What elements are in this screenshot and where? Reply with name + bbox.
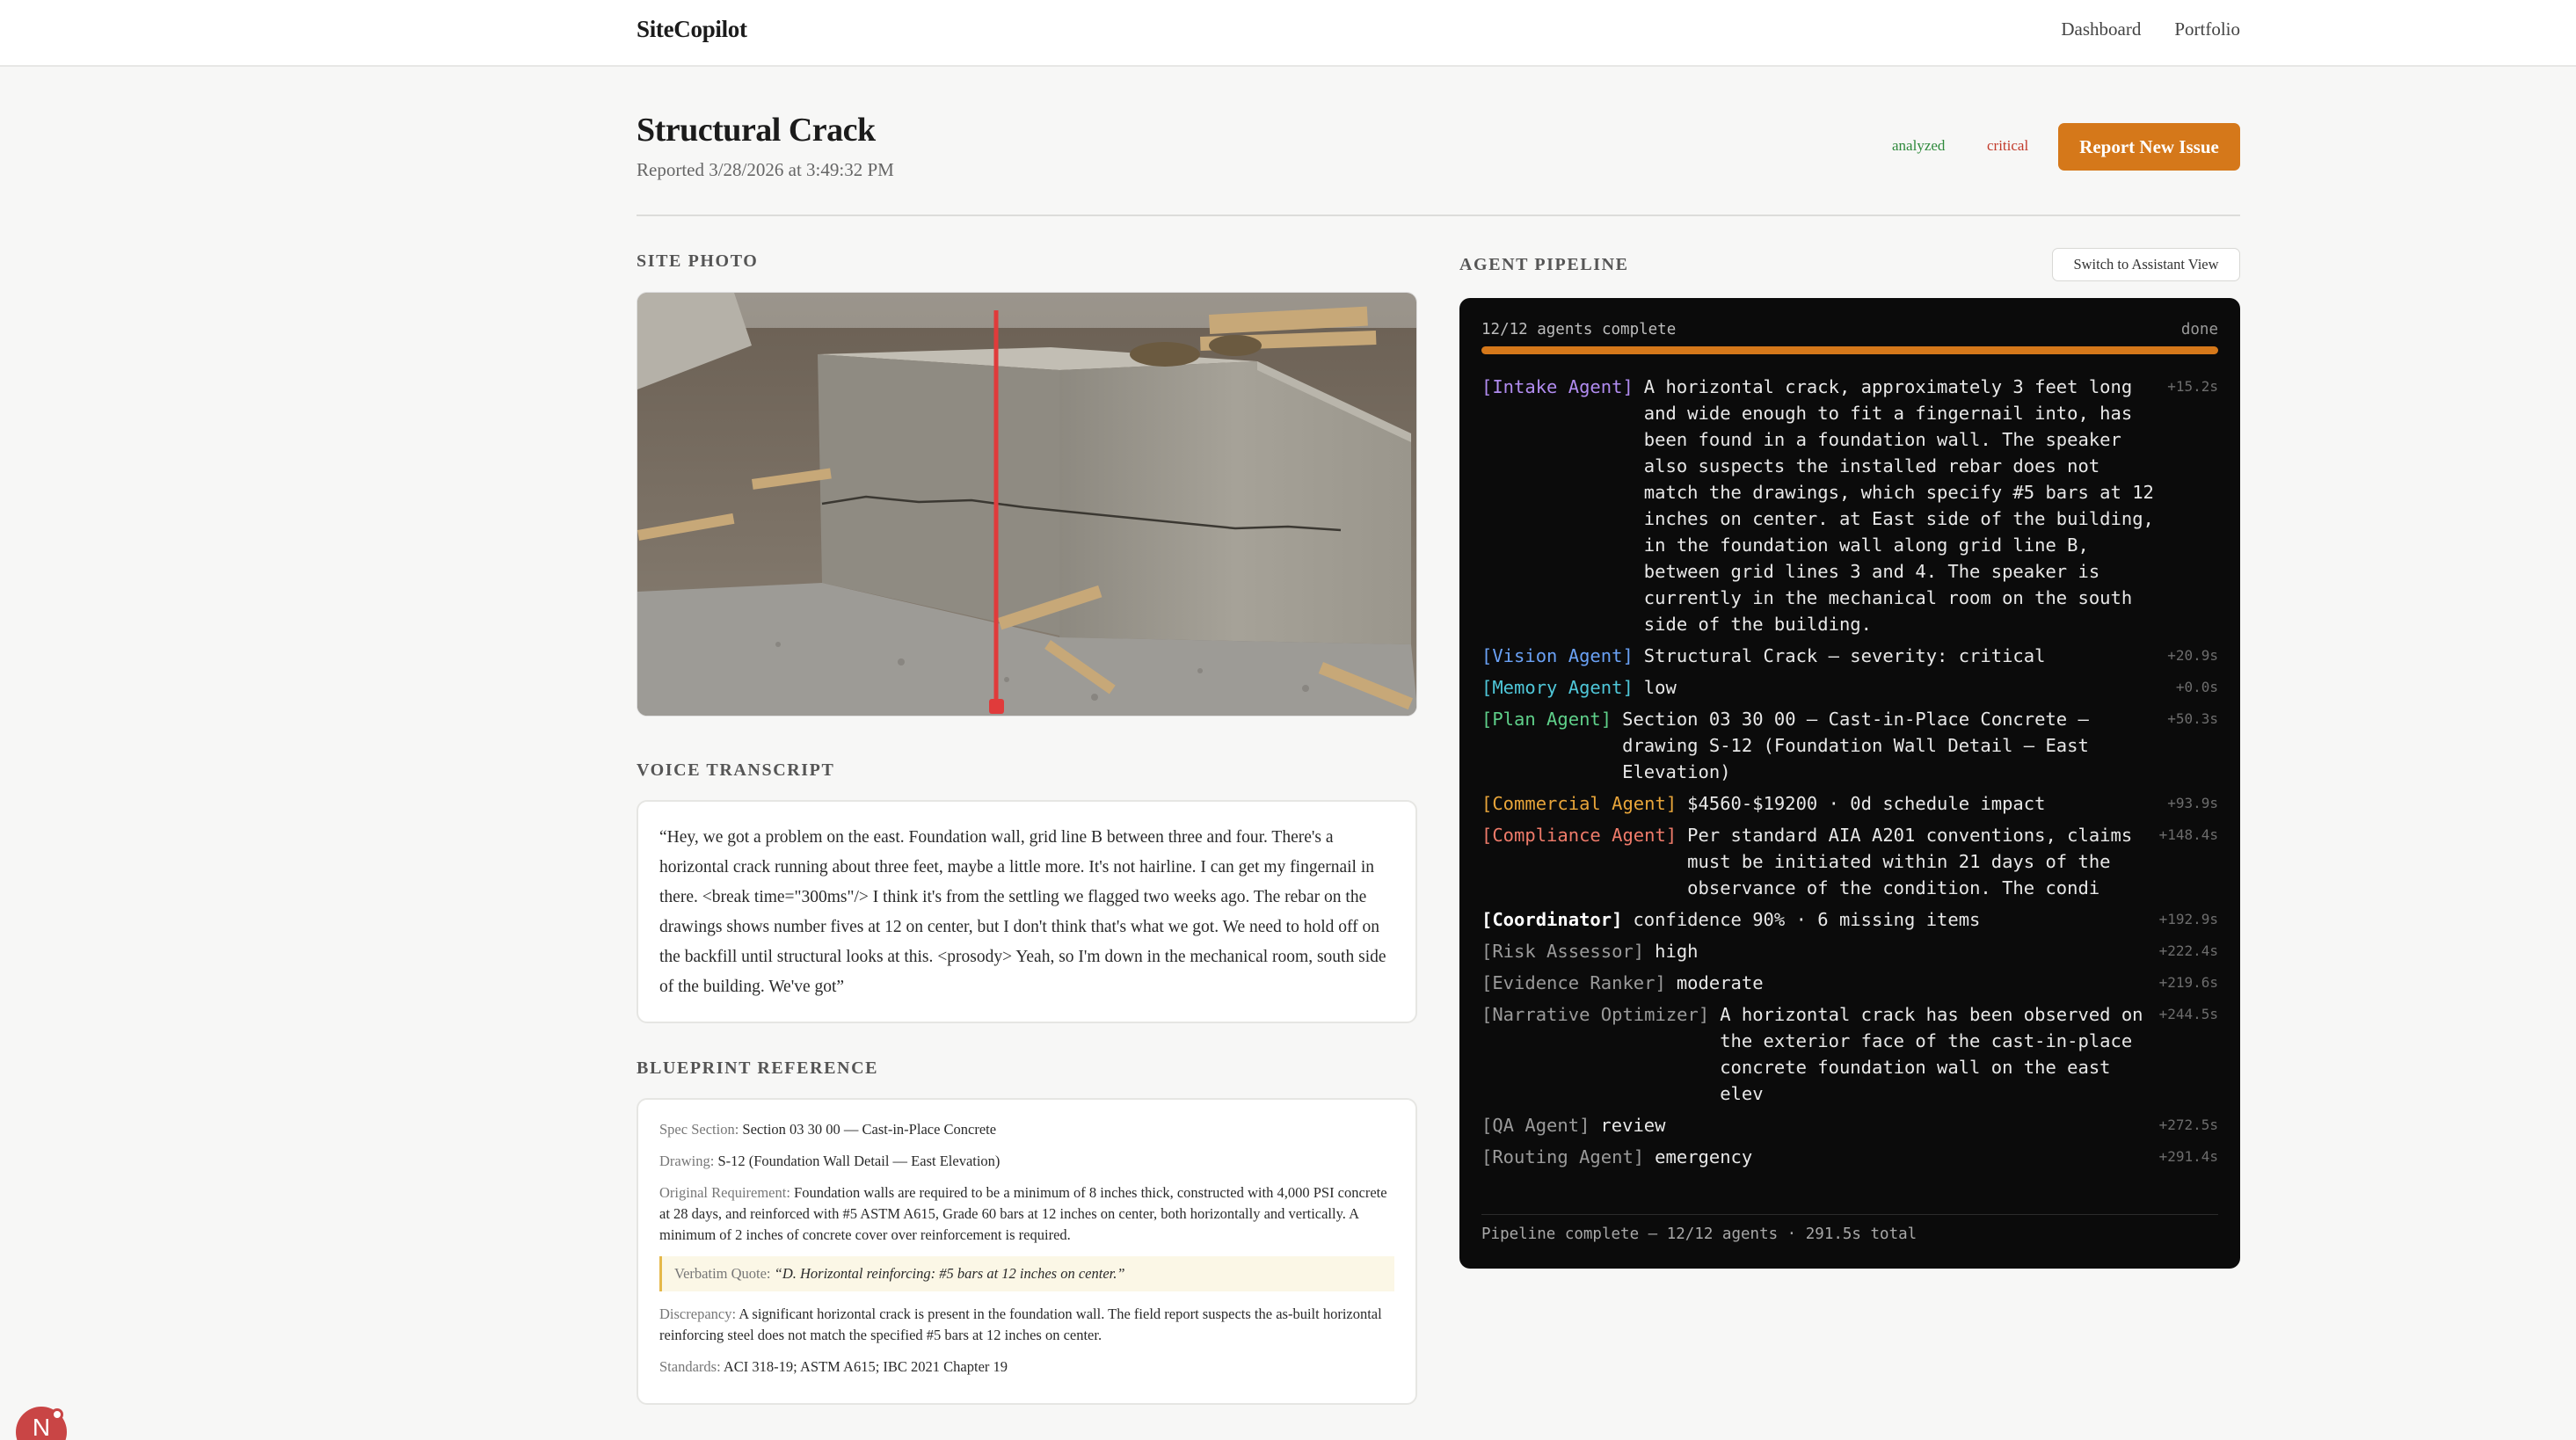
pipeline-agent-time: +272.5s [2158,1116,2218,1133]
blueprint-reference-label: BLUEPRINT REFERENCE [637,1058,879,1078]
verbatim-quote-key: Verbatim Quote: [674,1265,771,1282]
pipeline-agent-name: [QA Agent] [1481,1115,1590,1136]
spec-section-value: Section 03 30 00 — Cast-in-Place Concrete [742,1121,997,1138]
pipeline-agent-time: +219.6s [2158,974,2218,991]
pipeline-footer: Pipeline complete — 12/12 agents · 291.5s total [1481,1225,1917,1243]
pipeline-log-line [1481,938,2218,964]
agent-pipeline-terminal [1459,298,2240,1269]
pipeline-log-line [1481,374,2218,637]
reported-timestamp: Reported 3/28/2026 at 3:49:32 PM [637,159,894,180]
pipeline-agent-message: low [1643,677,1677,698]
pipeline-agent-name: [Intake Agent] [1481,376,1634,397]
pipeline-agent-name: [Risk Assessor] [1481,941,1645,962]
pipeline-agent-name: [Narrative Optimizer] [1481,1004,1710,1025]
pipeline-agent-name: [Commercial Agent] [1481,793,1677,814]
pipeline-agent-time: +192.9s [2158,911,2218,927]
spec-section-row [659,1119,1394,1140]
original-requirement-value: Foundation walls are required to be a minimum of 8 inches thick, constructed with 4,000 PSI concrete at 28 days, and reinforced with #5 ASTM A615, Grade 60 bars at 12 inches on center, both horizontally and vertically. A minimum of 2 inches of concrete cover over reinforcement is required. [659,1184,1387,1243]
severity-badge: critical [1987,137,2029,154]
pipeline-agent-time: +148.4s [2158,826,2218,843]
pipeline-log-line [1481,1144,2218,1170]
agent-pipeline-label: AGENT PIPELINE [1459,255,1629,274]
pipeline-agent-name: [Vision Agent] [1481,645,1634,666]
pipeline-progress-bar [1481,346,2218,354]
spec-section-key: Spec Section: [659,1121,739,1138]
page-title: Structural Crack [637,112,876,149]
standards-key: Standards: [659,1358,721,1375]
pipeline-agent-message: Per standard AIA A201 conventions, claims must be initiated within 21 days of the observance of the condition. The condi [1687,825,2143,898]
pipeline-agent-message: $4560-$19200 · 0d schedule impact [1687,793,2046,814]
discrepancy-value: A significant horizontal crack is present in the foundation wall. The field report suspects the as-built horizontal reinforcing steel does not match the specified #5 bars at 12 inches on center. [659,1305,1382,1343]
pipeline-agent-name: [Compliance Agent] [1481,825,1677,846]
pipeline-progress-text: 12/12 agents complete [1481,321,1677,338]
original-requirement-key: Original Requirement: [659,1184,790,1201]
pipeline-log-line [1481,1001,2218,1107]
pipeline-log-line [1481,970,2218,996]
site-photo-label: SITE PHOTO [637,251,759,271]
pipeline-agent-time: +20.9s [2167,647,2218,664]
pipeline-agent-message: emergency [1655,1146,1753,1167]
switch-assistant-view-button[interactable]: Switch to Assistant View [2052,248,2240,281]
user-avatar[interactable]: N [16,1407,67,1440]
pipeline-agent-time: +93.9s [2167,795,2218,811]
pipeline-agent-message: Structural Crack — severity: critical [1643,645,2046,666]
pipeline-agent-message: Section 03 30 00 — Cast-in-Place Concrete — drawing S-12 (Foundation Wall Detail — East Elevation) [1622,709,2100,782]
brand-logo[interactable]: SiteCopilot [637,16,747,42]
pipeline-agent-name: [Coordinator] [1481,909,1623,930]
site-photo[interactable] [637,292,1417,716]
site-photo-image [637,293,1417,716]
pipeline-log [1481,374,2218,1175]
pipeline-agent-time: +0.0s [2175,679,2218,695]
original-requirement-row [659,1182,1394,1246]
voice-transcript-label: VOICE TRANSCRIPT [637,760,835,780]
pipeline-log-line [1481,822,2218,901]
pipeline-log-line [1481,674,2218,701]
pipeline-agent-time: +244.5s [2158,1006,2218,1022]
discrepancy-row [659,1304,1394,1346]
pipeline-agent-message: confidence 90% · 6 missing items [1633,909,1981,930]
pipeline-agent-time: +222.4s [2158,942,2218,959]
pipeline-agent-message: A horizontal crack, approximately 3 feet long and wide enough to fit a fingernail into, has been found in a foundation wall. The speaker also suspects the installed rebar does not match the drawings, which specify #5 bars at 12 inches on center. at East side of the building, in the foundation wall along grid line B, between grid lines 3 and 4. The speaker is currently in the mechanical room on the south side of the building. [1643,376,2165,635]
main-nav [2061,18,2240,40]
pipeline-footer-divider [1481,1214,2218,1215]
drawing-row [659,1151,1394,1172]
pipeline-agent-name: [Evidence Ranker] [1481,972,1666,993]
pipeline-agent-message: high [1655,941,1699,962]
pipeline-agent-message: moderate [1676,972,1764,993]
voice-transcript-card [637,800,1417,1023]
pipeline-agent-name: [Routing Agent] [1481,1146,1645,1167]
pipeline-log-line [1481,706,2218,785]
pipeline-log-line [1481,790,2218,817]
pipeline-status: done [2180,321,2218,338]
pipeline-agent-name: [Plan Agent] [1481,709,1612,730]
standards-row [659,1356,1394,1378]
pipeline-log-line [1481,906,2218,933]
pipeline-log-line [1481,1112,2218,1138]
status-badge: analyzed [1892,137,1946,154]
avatar-status-dot [51,1408,63,1421]
voice-transcript-text: “Hey, we got a problem on the east. Foundation wall, grid line B between three and four. There's a horizontal crack running about three feet, maybe a little more. It's not hairline. I can get my fingernail in there. <break time="300ms"/> I think it's from the settling we flagged two weeks ago. The rebar on the drawings shows number fives at 12 on center, but I don't think that's what we got. We need to hold off on the backfill until structural looks at this. <prosody> Yeah, so I'm down in the mechanical room, south side of the building. We've got” [659,828,1386,996]
drawing-key: Drawing: [659,1153,715,1169]
blueprint-reference-card [637,1098,1417,1405]
pipeline-log-line [1481,643,2218,669]
pipeline-agent-name: [Memory Agent] [1481,677,1634,698]
drawing-value: S-12 (Foundation Wall Detail — East Elevation) [717,1153,1001,1169]
pipeline-agent-time: +15.2s [2167,378,2218,395]
pipeline-agent-time: +291.4s [2158,1148,2218,1165]
verbatim-quote [659,1256,1394,1291]
pipeline-agent-message: review [1600,1115,1666,1136]
standards-value: ACI 318-19; ASTM A615; IBC 2021 Chapter 19 [723,1358,1008,1375]
top-navbar [0,0,2576,67]
report-new-issue-button[interactable]: Report New Issue [2058,123,2240,171]
verbatim-quote-value: “D. Horizontal reinforcing: #5 bars at 12 inches on center.” [774,1265,1125,1282]
pipeline-agent-message: A horizontal crack has been observed on the exterior face of the cast-in-place concrete foundation wall on the east elev [1720,1004,2154,1104]
nav-dashboard[interactable]: Dashboard [2061,18,2142,40]
header-divider [637,215,2240,216]
pipeline-agent-time: +50.3s [2167,710,2218,727]
discrepancy-key: Discrepancy: [659,1305,737,1322]
nav-portfolio[interactable]: Portfolio [2174,18,2240,40]
